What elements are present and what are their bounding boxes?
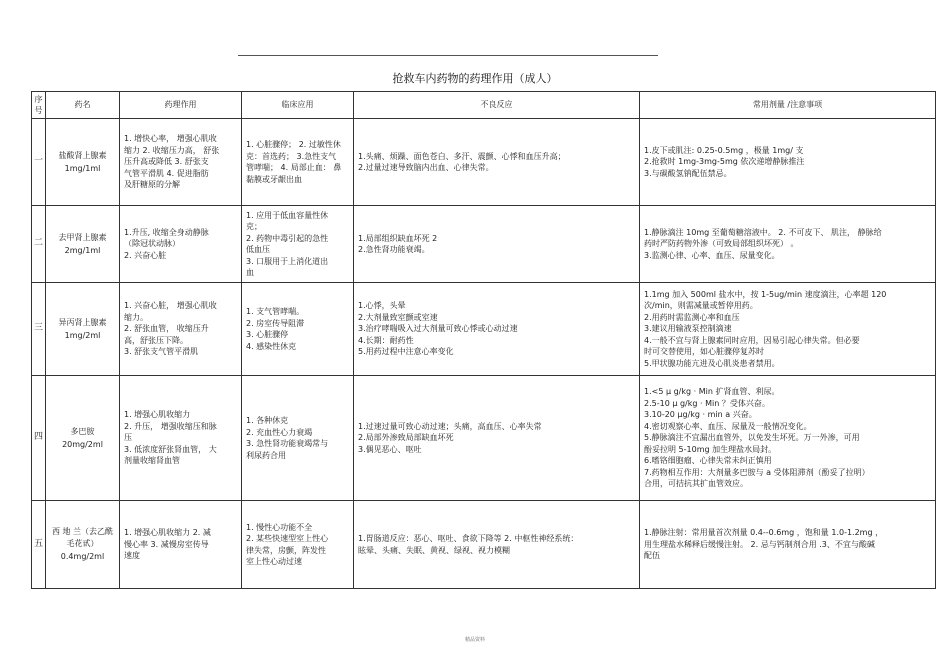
adverse-reaction-cell	[354, 376, 640, 501]
row-seq: 五	[32, 501, 46, 589]
adverse-reaction-line: 1.局部组织缺血坏死 2	[358, 233, 438, 243]
drug-name-cell	[46, 283, 120, 376]
pharmacology-line: 3. 舒张支气管平滑肌	[124, 347, 199, 357]
pharmacology-line: 3. 低浓度舒张肾血管， 大	[124, 444, 217, 454]
header-drug-name: 药名	[46, 92, 120, 119]
dosage-notes-line: 3.10-20 μg/kg · min a 兴奋。	[644, 410, 757, 420]
pharmacology-line: 缩力。	[124, 312, 148, 322]
dosage-notes-line: 3.建议用输液泵控制滴速	[644, 324, 732, 334]
adverse-reaction-line: 5.用药过程中注意心率变化	[358, 347, 454, 357]
table-row	[32, 206, 936, 283]
table-row	[32, 501, 936, 589]
drug-dose: 20mg/2ml	[62, 440, 103, 449]
clinical-use-cell	[242, 283, 354, 376]
dosage-notes-line: 1.静脉滴注 10mg 至葡萄糖溶液中。 2. 不可皮下、 肌注， 静脉给	[644, 227, 882, 237]
drug-dose: 0.4mg/2ml	[60, 552, 105, 562]
dosage-notes-line: 药时严防药物外渗（可致局部组织坏死） 。	[644, 239, 799, 249]
drug-name: 去甲肾上腺素	[58, 232, 107, 242]
dosage-notes-line: 1.静脉注射：常用量首次剂量 0.4--0.6mg ，饱和量 1.0-1.2mg ，	[644, 528, 884, 538]
pharmacology-line: 高，舒张压下降。	[124, 335, 188, 345]
clinical-use-line: 管哮喘； 4. 局部止血： 鼻	[246, 163, 342, 172]
dosage-notes-line: 3.监测心律、心率、血压、尿量变化。	[644, 250, 780, 260]
clinical-use-line: 3. 口服用于上消化道出	[246, 256, 329, 266]
pharmacology-line: 气管平滑肌 4. 促进脂肪	[124, 168, 209, 178]
drug-name-cell	[46, 206, 120, 283]
clinical-use-line: 4. 感染性休克	[246, 341, 297, 351]
dosage-notes-line: 1.1mg 加入 500ml 盐水中，按 1-5ug/min 速度滴注，心率超 120	[644, 289, 887, 299]
row-seq: 三	[32, 283, 46, 376]
pharmacology-line: 1. 兴奋心脏， 增强心肌收	[124, 301, 217, 311]
adverse-reaction-line: 2.大剂量致室颤或室速	[358, 312, 438, 322]
dosage-notes-line: 1.皮下或肌注: 0.25-0.5mg ，极量 1mg/ 支	[644, 145, 804, 155]
pharmacology-line: 1. 增快心率， 增强心肌收	[124, 134, 217, 144]
pharmacology-line: 2. 升压， 增强收缩压和脉	[124, 421, 217, 431]
adverse-reaction-line: 1.头痛、烦躁、面色苍白、多汗、震颤、心悸和血压升高；	[358, 151, 566, 161]
dosage-notes-line: 2.用药时需监测心率和血压	[644, 312, 740, 322]
table-row	[32, 376, 936, 501]
clinical-use-line: 3. 心脏骤停	[246, 330, 289, 339]
dosage-notes-line: 2.抢救时 1mg-3mg-5mg 依次递增静脉推注	[644, 157, 805, 167]
dosage-notes-line: 7.药物相互作用：大剂量多巴胺与 a 受体阻滞剂（酚妥了拉明）	[644, 467, 870, 477]
pharmacology-line: 1.升压, 收缩全身动静脉	[124, 227, 209, 237]
clinical-use-line: 2. 某些快速型室上性心	[246, 534, 329, 543]
pharmacology-cell	[120, 501, 242, 589]
clinical-use-line: 2. 充血性心力衰竭	[246, 427, 313, 437]
clinical-use-line: 克：首选药； 3.急性支气	[246, 151, 337, 161]
pharmacology-line: 压升高或降低 3. 舒张支	[124, 157, 209, 167]
drug-dose: 1mg/2ml	[64, 331, 101, 340]
dosage-notes-line: 2.5-10 μ g/kg · Min ？受体兴奋。	[644, 398, 770, 408]
clinical-use-line: 律失常，房颤，阵发性	[246, 545, 326, 555]
dosage-notes-line: 用生理盐水稀释后缓慢注射。 2. 忌与钙制剂合用 .3、不宜与酸碱	[644, 539, 875, 549]
clinical-use-line: 利尿药合用	[246, 450, 286, 460]
row-seq: 四	[32, 376, 46, 501]
clinical-use-cell	[242, 119, 354, 206]
table-row	[32, 283, 936, 376]
dosage-notes-line: 3.与碳酸氢钠配伍禁忌。	[644, 168, 732, 178]
adverse-reaction-line: 1.过速过量可致心动过速；头痛，高血压、心率失常	[358, 421, 542, 431]
clinical-use-line: 低血压	[246, 245, 270, 254]
adverse-reaction-cell	[354, 119, 640, 206]
clinical-use-line: 1. 慢性心功能不全	[246, 522, 313, 532]
pharmacology-line: 速度	[124, 551, 140, 561]
clinical-use-line: 血	[246, 268, 254, 277]
header-pharmacology: 药理作用	[120, 92, 242, 119]
adverse-reaction-line: 1.心悸，头晕	[358, 301, 406, 311]
adverse-reaction-line: 3.偶见恶心、呕吐	[358, 444, 422, 454]
dosage-notes-cell	[640, 501, 936, 589]
adverse-reaction-line: 2.局部外渗致局部缺血坏死	[358, 433, 454, 443]
pharmacology-line: 1. 增强心肌收缩力	[124, 410, 191, 420]
pharmacology-line: 2. 兴奋心脏	[124, 250, 167, 260]
row-seq: 一	[32, 119, 46, 206]
clinical-use-line: 1. 心脏骤停； 2. 过敏性休	[246, 140, 341, 149]
drug-dose: 2mg/1ml	[64, 246, 101, 255]
header-seq: 序号	[32, 92, 46, 119]
dosage-notes-cell	[640, 283, 936, 376]
dosage-notes-line: 5.静脉滴注不宜漏出血管外，以免发生坏死。万一外渗，可用	[644, 433, 860, 443]
pharmacology-line: 2. 舒张血管， 收缩压升	[124, 324, 209, 334]
drug-table	[31, 91, 936, 589]
clinical-use-line: 克；	[246, 222, 262, 231]
drug-name: 异丙肾上腺素	[58, 317, 107, 327]
dosage-notes-line: 4.密切观察心率、血压、尿量及一般情况变化。	[644, 421, 812, 431]
clinical-use-cell	[242, 501, 354, 589]
dosage-notes-line: 1.<5 μ g/kg · Min 扩肾血管、利尿。	[644, 387, 780, 397]
pharmacology-line: 缩力 2. 收缩压力高， 舒张	[124, 145, 220, 155]
page-title: 抢救车内药物的药理作用（成人）	[392, 72, 558, 85]
clinical-use-line: 1. 支气管哮喘。	[246, 307, 305, 316]
adverse-reaction-cell	[354, 206, 640, 283]
dosage-notes-line: 合用，可拮抗其扩血管效应。	[644, 479, 748, 489]
drug-name: 西 地 兰（去乙酰毛花甙）	[51, 527, 114, 548]
dosage-notes-line: 配伍	[644, 551, 660, 561]
drug-name-cell	[46, 119, 120, 206]
clinical-use-line: 黏膜或牙龈出血	[246, 174, 302, 184]
adverse-reaction-line: 2.过量过速导致脑内出血、心律失常。	[358, 163, 494, 172]
adverse-reaction-line: 4.长期：耐药性	[358, 335, 414, 345]
pharmacology-line: 压	[124, 433, 132, 443]
pharmacology-line: 1. 增强心肌收缩力 2. 减	[124, 528, 211, 538]
adverse-reaction-cell	[354, 283, 640, 376]
header-adverse-reaction: 不良反应	[354, 92, 640, 119]
drug-name-cell	[46, 501, 120, 589]
pharmacology-cell	[120, 376, 242, 501]
footer-note: 精品资料	[464, 637, 485, 643]
header-clinical-use: 临床应用	[242, 92, 354, 119]
adverse-reaction-cell	[354, 501, 640, 589]
pharmacology-line: （除冠状动脉）	[124, 239, 180, 249]
pharmacology-line: 及肝糖原的分解	[124, 180, 180, 190]
clinical-use-line: 室上性心动过速	[246, 557, 302, 566]
adverse-reaction-line: 3.治疗哮喘吸入过大剂量可致心悸或心动过速	[358, 324, 518, 334]
adverse-reaction-line: 眩晕、头痛、失眠、黄视、绿视、视力模糊	[358, 545, 510, 555]
dosage-notes-line: 4.一般不宜与肾上腺素同时应用，因易引起心律失常。但必要	[644, 335, 860, 345]
drug-name: 多巴胺	[70, 426, 95, 436]
row-seq: 二	[32, 206, 46, 283]
pharmacology-cell	[120, 206, 242, 283]
adverse-reaction-line: 1.胃肠道反应：恶心、呕吐、食欲下降等 2. 中枢性神经系统：	[358, 534, 579, 543]
dosage-notes-cell	[640, 119, 936, 206]
table-row	[32, 119, 936, 206]
dosage-notes-line: 时可交替使用，如心脏骤停复苏时	[644, 347, 764, 357]
dosage-notes-line: 6.嗜铬细胞瘤、心律失常未纠正慎用	[644, 456, 772, 466]
table-header-row	[32, 92, 936, 119]
dosage-notes-line: 次/min，则需减量或暂停用药。	[644, 301, 758, 311]
drug-name-cell	[46, 376, 120, 501]
clinical-use-cell	[242, 376, 354, 501]
pharmacology-cell	[120, 283, 242, 376]
dosage-notes-line: 5.甲状腺功能亢进及心肌炎患者禁用。	[644, 358, 780, 368]
drug-name: 盐酸肾上腺素	[58, 150, 107, 160]
pharmacology-line: 剂量收缩肾血管	[124, 456, 180, 466]
top-rule	[238, 55, 658, 56]
clinical-use-line: 3. 急性肾功能衰竭常与	[246, 439, 329, 448]
clinical-use-line: 2. 药物中毒引起的急性	[246, 233, 329, 243]
pharmacology-line: 慢心率 3. 减慢房室传导	[124, 539, 209, 549]
dosage-notes-cell	[640, 376, 936, 501]
clinical-use-cell	[242, 206, 354, 283]
dosage-notes-cell	[640, 206, 936, 283]
clinical-use-line: 2. 房室传导阻滞	[246, 318, 305, 328]
dosage-notes-line: 酚妥拉明 5-10mg 加生理盐水局封。	[644, 444, 777, 454]
header-dosage-notes: 常用剂量 /注意事项	[640, 92, 936, 119]
pharmacology-cell	[120, 119, 242, 206]
drug-dose: 1mg/1ml	[64, 164, 101, 173]
clinical-use-line: 1. 各种休克	[246, 416, 289, 425]
adverse-reaction-line: 2.急性肾功能衰竭。	[358, 245, 430, 254]
clinical-use-line: 1. 应用于低血容量性休	[246, 210, 329, 220]
